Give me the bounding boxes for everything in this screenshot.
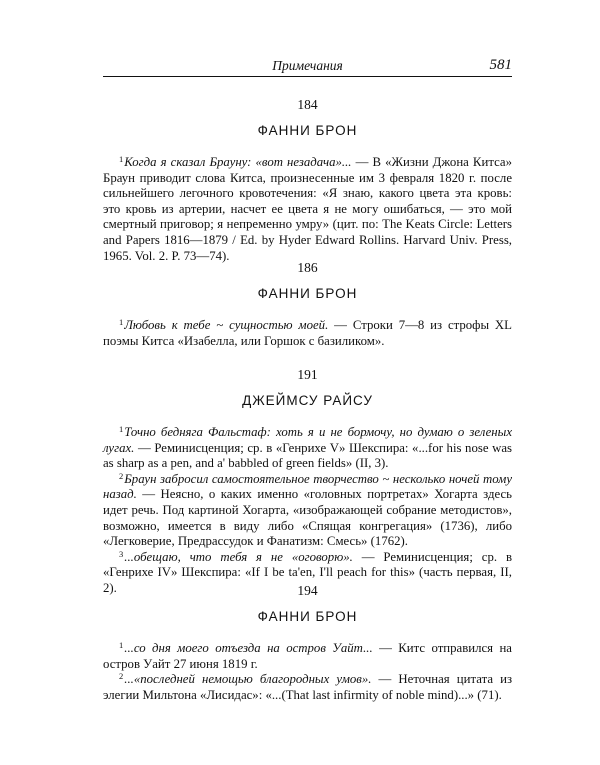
section-191 — [103, 367, 512, 597]
note-text: — Реминисценция; ср. в «Генрихе V» Шекспира: «...for his nose was as sharp as a pen, and a' babbled of green fields» (II, 3). — [103, 440, 512, 471]
section-186 — [103, 260, 512, 349]
note — [103, 672, 512, 703]
note-marker: 2 — [119, 470, 124, 481]
note — [103, 472, 512, 550]
running-title: Примечания — [272, 58, 343, 73]
section-title: ФАННИ БРОН — [257, 286, 358, 301]
section-number: 186 — [297, 260, 318, 275]
running-head — [103, 56, 512, 77]
note-text: — Неясно, о каких именно «головных портретах» Хогарта здесь идет речь. Под картиной Хогарта, «изображающей собрание методистов», возможно, имеется в виду либо «Спящая конгрегация» (1736), либо «Легковерие, Предрассудок и Фанатизм: Смесь» (1762). — [103, 487, 512, 549]
note-quote: Когда я сказал Брауну: «вот незадача»... — [124, 155, 352, 169]
note-text: — Китс отправился на остров Уайт 27 июня 1819 г. — [103, 641, 512, 671]
page-number: 581 — [489, 57, 512, 73]
section-194 — [103, 583, 512, 703]
note-marker: 2 — [119, 671, 124, 682]
note — [103, 425, 512, 472]
note — [103, 641, 512, 672]
section-number: 191 — [297, 367, 318, 382]
note-marker: 1 — [119, 424, 124, 434]
note-marker: 1 — [119, 640, 124, 650]
section-number: 194 — [297, 583, 318, 598]
section-title: ФАННИ БРОН — [257, 123, 358, 138]
note-text: — Реминисценция; ср. в «Генрихе IV» Шекспира: «If I be ta'en, I'll peach for this» (часть первая, II, 2). — [103, 549, 512, 595]
section-number: 184 — [297, 97, 318, 112]
note-text: — Строки 7—8 из строфы XL поэмы Китса «Изабелла, или Горшок с базиликом». — [103, 318, 512, 348]
note-quote: ...со дня моего отъезда на остров Уайт... — [124, 641, 373, 655]
note — [103, 155, 512, 264]
note-text: — В «Жизни Джона Китса» Браун приводит слова Китса, произнесенные им 3 февраля 1820 г. после сильнейшего легочного кровотечения: «Я знаю, какого цвета эта кровь: это кровь из артерии, насчет ее цвета я не могу ошибаться, — это мой смертный приговор; я непременно умру» (цит. по: The Keats Circle: Letters and Papers 1816—1879 / Ed. by Hyder Edward Rollins. Harvard Univ. Press, 1965. Vol. 2. P. 73—74). — [103, 155, 512, 263]
note-marker: 1 — [119, 154, 124, 164]
note-marker: 1 — [119, 317, 124, 327]
section-title: ДЖЕЙМСУ РАЙСУ — [242, 393, 373, 408]
note — [103, 318, 512, 349]
note-quote: Любовь к тебе ~ сущностью моей. — [124, 318, 329, 332]
note-quote: Точно бедняга Фальстаф: хоть я и не бормочу, но думаю о зеленых лугах. — [103, 425, 512, 455]
section-184 — [103, 97, 512, 264]
note-marker: 3 — [119, 548, 124, 559]
note-quote: Браун забросил самостоятельное творчество ~ несколько ночей тому назад. — [103, 471, 512, 502]
section-title: ФАННИ БРОН — [257, 609, 358, 624]
note-quote: ...обещаю, что тебя я не «оговорю». — [124, 549, 353, 564]
note-quote: ...«последней немощью благородных умов». — [124, 672, 372, 687]
note-text: — Неточная цитата из элегии Мильтона «Лисидас»: «...(That last infirmity of noble mind)...» (71). — [103, 672, 512, 702]
